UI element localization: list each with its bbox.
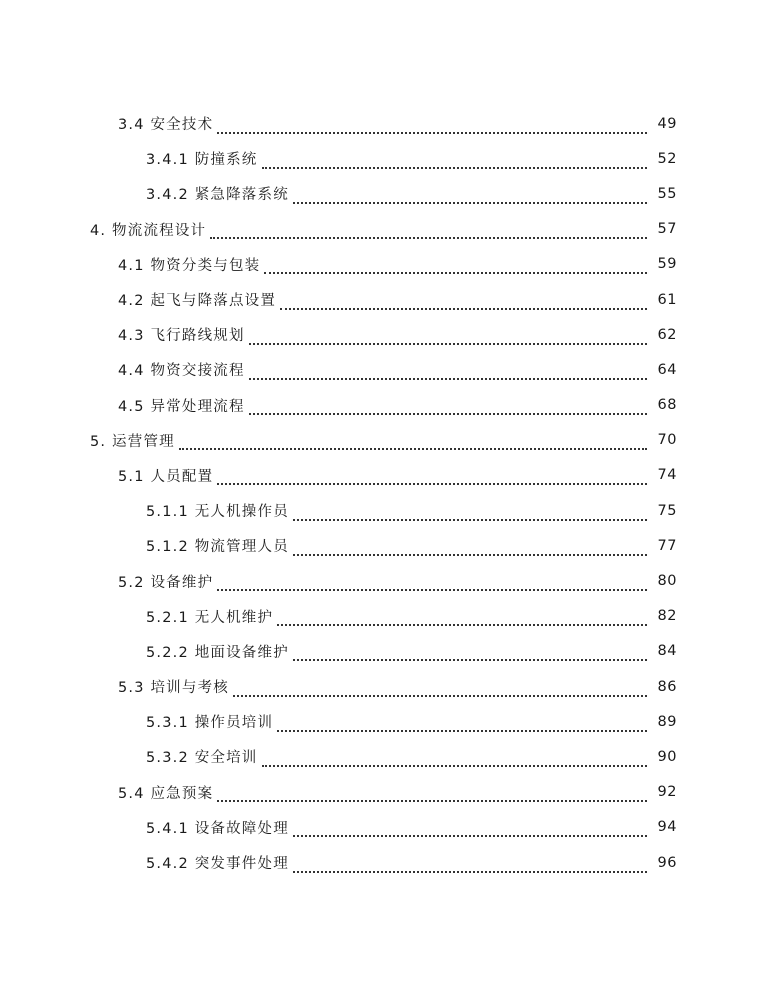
toc-entry-title: 3.4.1 防撞系统: [146, 148, 262, 169]
toc-entry[interactable]: [0, 704, 765, 739]
toc-entry-title: 5. 运营管理: [90, 430, 179, 451]
toc-entry-title: 5.1.1 无人机操作员: [146, 500, 293, 521]
toc-entry-title: 4.5 异常处理流程: [118, 395, 249, 416]
toc-dot-leader: [277, 610, 647, 626]
toc-entry-page-number: 77: [657, 537, 677, 554]
toc-entry-page-number: 86: [657, 678, 677, 695]
toc-entry[interactable]: [0, 669, 765, 704]
toc-entry-page-number: 49: [657, 115, 677, 132]
toc-entry-title: 5.2.1 无人机维护: [146, 606, 277, 627]
toc-entry-page-number: 59: [657, 256, 677, 273]
toc-entry[interactable]: [0, 634, 765, 669]
toc-entry-page-number: 55: [657, 185, 677, 202]
toc-entry-page-number: 70: [657, 432, 677, 449]
toc-entry[interactable]: [0, 493, 765, 528]
toc-entry-title: 5.4.1 设备故障处理: [146, 817, 293, 838]
toc-entry-title: 5.3.1 操作员培训: [146, 711, 277, 732]
toc-dot-leader: [217, 786, 647, 802]
toc-dot-leader: [217, 118, 647, 134]
table-of-contents: [0, 106, 765, 880]
toc-entry-title: 3.4.2 紧急降落系统: [146, 183, 293, 204]
toc-entry-title: 5.4.2 突发事件处理: [146, 852, 293, 873]
toc-dot-leader: [210, 223, 647, 239]
toc-entry-page-number: 74: [657, 467, 677, 484]
toc-dot-leader: [249, 364, 647, 380]
toc-dot-leader: [249, 399, 647, 415]
toc-entry[interactable]: [0, 388, 765, 423]
toc-entry[interactable]: [0, 176, 765, 211]
toc-dot-leader: [179, 434, 647, 450]
toc-entry-page-number: 94: [657, 819, 677, 836]
toc-dot-leader: [249, 329, 647, 345]
toc-dot-leader: [293, 857, 647, 873]
toc-entry-title: 4.1 物资分类与包装: [118, 254, 264, 275]
toc-entry-page-number: 84: [657, 643, 677, 660]
toc-entry-page-number: 96: [657, 854, 677, 871]
toc-dot-leader: [262, 153, 647, 169]
toc-dot-leader: [262, 751, 647, 767]
toc-entry-title: 4.4 物资交接流程: [118, 359, 249, 380]
toc-dot-leader: [217, 575, 647, 591]
toc-entry[interactable]: [0, 458, 765, 493]
toc-entry-page-number: 80: [657, 573, 677, 590]
toc-dot-leader: [293, 188, 647, 204]
toc-dot-leader: [217, 469, 647, 485]
toc-entry-page-number: 61: [657, 291, 677, 308]
toc-entry[interactable]: [0, 247, 765, 282]
toc-entry[interactable]: [0, 599, 765, 634]
toc-entry-title: 5.1.2 物流管理人员: [146, 535, 293, 556]
toc-entry-title: 3.4 安全技术: [118, 113, 217, 134]
toc-dot-leader: [264, 258, 647, 274]
toc-entry[interactable]: [0, 810, 765, 845]
toc-entry-page-number: 92: [657, 784, 677, 801]
toc-entry-page-number: 82: [657, 608, 677, 625]
toc-entry[interactable]: [0, 423, 765, 458]
toc-entry-page-number: 90: [657, 748, 677, 765]
toc-entry[interactable]: [0, 212, 765, 247]
toc-entry[interactable]: [0, 739, 765, 774]
toc-entry[interactable]: [0, 282, 765, 317]
toc-dot-leader: [280, 294, 647, 310]
toc-entry-page-number: 64: [657, 361, 677, 378]
toc-entry-page-number: 57: [657, 221, 677, 238]
toc-entry-page-number: 62: [657, 326, 677, 343]
toc-entry[interactable]: [0, 563, 765, 598]
toc-entry[interactable]: [0, 317, 765, 352]
toc-entry-page-number: 75: [657, 502, 677, 519]
toc-entry[interactable]: [0, 528, 765, 563]
toc-dot-leader: [293, 540, 647, 556]
toc-entry-page-number: 52: [657, 150, 677, 167]
toc-entry-page-number: 68: [657, 397, 677, 414]
toc-entry-title: 4. 物流流程设计: [90, 219, 210, 240]
toc-dot-leader: [233, 681, 647, 697]
toc-entry-title: 4.3 飞行路线规划: [118, 324, 249, 345]
toc-entry-title: 5.1 人员配置: [118, 465, 217, 486]
toc-entry[interactable]: [0, 775, 765, 810]
toc-entry[interactable]: [0, 141, 765, 176]
toc-entry-title: 4.2 起飞与降落点设置: [118, 289, 280, 310]
toc-entry-page-number: 89: [657, 713, 677, 730]
toc-entry-title: 5.3.2 安全培训: [146, 746, 262, 767]
toc-entry[interactable]: [0, 845, 765, 880]
toc-entry[interactable]: [0, 352, 765, 387]
toc-dot-leader: [293, 821, 647, 837]
toc-entry-title: 5.2.2 地面设备维护: [146, 641, 293, 662]
toc-dot-leader: [293, 645, 647, 661]
toc-entry-title: 5.4 应急预案: [118, 782, 217, 803]
toc-entry-title: 5.3 培训与考核: [118, 676, 233, 697]
toc-entry[interactable]: [0, 106, 765, 141]
toc-entry-title: 5.2 设备维护: [118, 571, 217, 592]
toc-dot-leader: [277, 716, 647, 732]
toc-dot-leader: [293, 505, 647, 521]
